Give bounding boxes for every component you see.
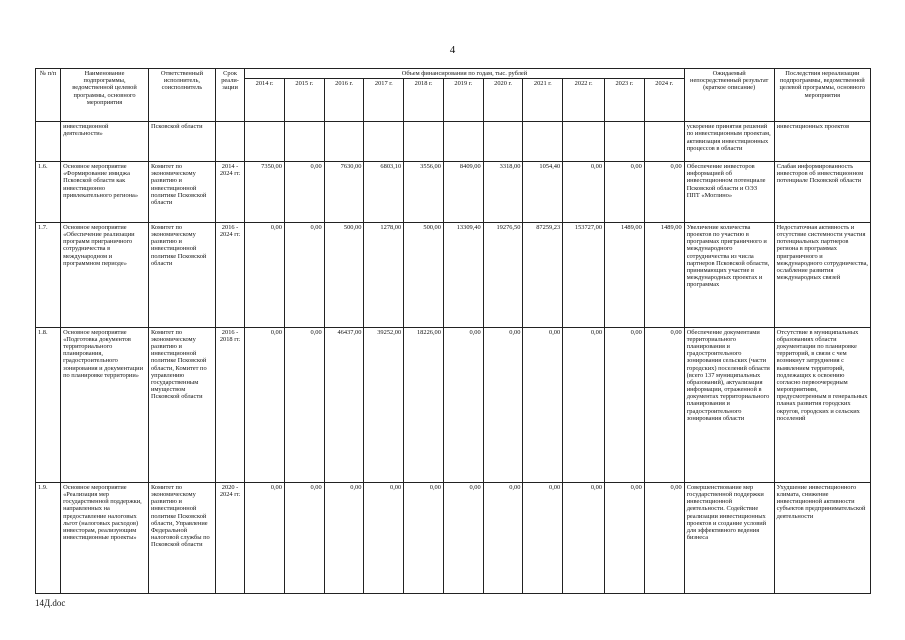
header-year: 2017 г.: [364, 79, 404, 122]
row-executor: Комитет по экономическому развитию и инвестиционной политике Псковской области, Комитет по управлению государственным имуществом Псковской области: [148, 327, 215, 482]
row-value: 0,00: [644, 327, 684, 482]
row-value: [605, 122, 645, 162]
row-value: [364, 122, 404, 162]
header-result: Ожидаемый непосредственный результат (краткое описание): [684, 69, 774, 122]
row-value: 0,00: [245, 327, 285, 482]
header-row-group: [36, 69, 871, 79]
page-number: 4: [449, 44, 456, 56]
row-value: 0,00: [644, 482, 684, 593]
row-value: 153727,00: [563, 222, 605, 327]
row-result: Совершенствование мер государственной поддержки инвестиционной деятельности. Содействие реализации инвестиционных проектов и создание условий для эффективного ведения бизнеса: [684, 482, 774, 593]
row-num: 1.9.: [36, 482, 61, 593]
row-value: 0,00: [404, 482, 444, 593]
row-value: 1278,00: [364, 222, 404, 327]
row-value: 39252,00: [364, 327, 404, 482]
row-num: 1.7.: [36, 222, 61, 327]
table-row: [36, 327, 871, 482]
row-consequences: Ухудшение инвестиционного климата, снижение инвестиционной активности субъектов предпринимательской деятельности: [774, 482, 870, 593]
row-value: 0,00: [523, 482, 563, 593]
row-value: 46437,00: [324, 327, 364, 482]
row-num: 1.8.: [36, 327, 61, 482]
row-term: 2016 - 2018 гг.: [215, 327, 244, 482]
header-year: 2015 г.: [284, 79, 324, 122]
row-value: 19276,50: [483, 222, 523, 327]
row-value: 0,00: [644, 162, 684, 223]
row-value: 0,00: [284, 327, 324, 482]
row-name: Основное мероприятие «Обеспечение реализации программ приграничного сотрудничества в международном и программном периоде»: [61, 222, 149, 327]
row-value: 0,00: [284, 482, 324, 593]
row-value: 0,00: [483, 327, 523, 482]
row-executor: Псковской области: [148, 122, 215, 162]
row-value: 0,00: [563, 162, 605, 223]
row-value: 3556,00: [404, 162, 444, 223]
row-consequences: Недостаточная активность и отсутствие системности участия потенциальных партнеров региона в программах приграничного и международного сотрудничества, ослабление развития международных связей: [774, 222, 870, 327]
financing-table: [35, 68, 871, 594]
row-value: 1489,00: [644, 222, 684, 327]
table-row: [36, 222, 871, 327]
row-value: 0,00: [284, 162, 324, 223]
row-name: Основное мероприятие «Реализация мер государственной поддержки, направленных на предоставление налоговых льгот (налоговых расходов) инвесторам, реализующим инвестиционные проекты»: [61, 482, 149, 593]
row-value: 500,00: [324, 222, 364, 327]
row-value: 0,00: [284, 222, 324, 327]
row-value: 0,00: [324, 482, 364, 593]
header-year: 2024 г.: [644, 79, 684, 122]
header-name: Наименование подпрограммы, ведомственной целевой программы, основного мероприятия: [61, 69, 149, 122]
header-year: 2023 г.: [605, 79, 645, 122]
header-year: 2014 г.: [245, 79, 285, 122]
row-value: [483, 122, 523, 162]
row-value: 0,00: [245, 482, 285, 593]
header-year: 2016 г.: [324, 79, 364, 122]
row-term: 2020 - 2024 гг.: [215, 482, 244, 593]
row-value: 0,00: [245, 222, 285, 327]
row-value: 0,00: [483, 482, 523, 593]
row-num: [36, 122, 61, 162]
row-name: Основное мероприятие «Формирование имиджа Псковской области как инвестиционно привлекательного региона»: [61, 162, 149, 223]
row-result: Увеличение количества проектов по участию в программах приграничного и международного сотрудничества из числа партнеров Псковской области, принимающих участие в международных проектах и программах: [684, 222, 774, 327]
row-value: 7630,00: [324, 162, 364, 223]
row-executor: Комитет по экономическому развитию и инвестиционной политике Псковской области: [148, 162, 215, 223]
footer-filename: 14Д.doc: [35, 598, 66, 608]
row-value: 0,00: [605, 482, 645, 593]
row-value: [284, 122, 324, 162]
row-value: 1054,40: [523, 162, 563, 223]
row-consequences: инвестиционных проектов: [774, 122, 870, 162]
row-value: 0,00: [605, 327, 645, 482]
header-consequences: Последствия нереализации подпрограммы, ведомственной целевой программы, основного мероприятия: [774, 69, 870, 122]
header-year: 2020 г.: [483, 79, 523, 122]
row-value: [245, 122, 285, 162]
row-value: 6803,10: [364, 162, 404, 223]
row-value: 0,00: [364, 482, 404, 593]
row-num: 1.6.: [36, 162, 61, 223]
row-value: 0,00: [443, 482, 483, 593]
row-value: [324, 122, 364, 162]
header-num: № п/п: [36, 69, 61, 122]
row-value: 0,00: [563, 327, 605, 482]
header-year: 2018 г.: [404, 79, 444, 122]
header-executor: Ответственный исполнитель, соисполнитель: [148, 69, 215, 122]
row-term: 2016 - 2024 гг.: [215, 222, 244, 327]
table-row: [36, 122, 871, 162]
row-value: 18226,00: [404, 327, 444, 482]
row-executor: Комитет по экономическому развитию и инвестиционной политике Псковской области, Управление Федеральной налоговой службы по Псковской области: [148, 482, 215, 593]
row-name: инвестиционной деятельности»: [61, 122, 149, 162]
row-result: Обеспечение инвесторов информацией об инвестиционном потенциале Псковской области и ОЭЗ ППТ «Моглино»: [684, 162, 774, 223]
row-value: 0,00: [563, 482, 605, 593]
row-result: Обеспечение документами территориального планирования и градостроительного зонирования сельских (части городских) поселений области (всего 137 муниципальных образований), актуализация информации, отраженной в документах территориального планирования и градостроительного зонирования области: [684, 327, 774, 482]
row-value: [404, 122, 444, 162]
row-value: 7350,00: [245, 162, 285, 223]
row-consequences: Отсутствие в муниципальных образованиях области документации по планировке территорий, в связи с чем возникнут затруднения с выявлением территорий, подлежащих к освоению согласно первоочередным мероприятиям, предусмотренным в генеральных планах развития городских округов, городских и сельских поселений: [774, 327, 870, 482]
row-value: [443, 122, 483, 162]
row-consequences: Слабая информированность инвесторов об инвестиционном потенциале Псковской области: [774, 162, 870, 223]
row-value: [644, 122, 684, 162]
row-value: 1489,00: [605, 222, 645, 327]
row-value: 3318,00: [483, 162, 523, 223]
row-value: 500,00: [404, 222, 444, 327]
row-value: 8409,00: [443, 162, 483, 223]
table-row: [36, 482, 871, 593]
header-financing: Объем финансирования по годам, тыс. рублей: [245, 69, 684, 79]
row-result: ускорение принятия решений по инвестиционным проектам, активизация инвестиционных процессов в области: [684, 122, 774, 162]
row-value: 0,00: [443, 327, 483, 482]
header-year: 2021 г.: [523, 79, 563, 122]
row-value: 87259,23: [523, 222, 563, 327]
row-term: [215, 122, 244, 162]
row-value: [523, 122, 563, 162]
header-year: 2019 г.: [443, 79, 483, 122]
row-value: 0,00: [523, 327, 563, 482]
header-term: Срок реали-зации: [215, 69, 244, 122]
row-executor: Комитет по экономическому развитию и инвестиционной политике Псковской области: [148, 222, 215, 327]
header-year: 2022 г.: [563, 79, 605, 122]
row-value: 13309,40: [443, 222, 483, 327]
row-name: Основное мероприятие «Подготовка документов территориального планирования, градостроительного зонирования и документации по планировке территории»: [61, 327, 149, 482]
table-row: [36, 162, 871, 223]
row-value: [563, 122, 605, 162]
row-term: 2014 - 2024 гг.: [215, 162, 244, 223]
row-value: 0,00: [605, 162, 645, 223]
